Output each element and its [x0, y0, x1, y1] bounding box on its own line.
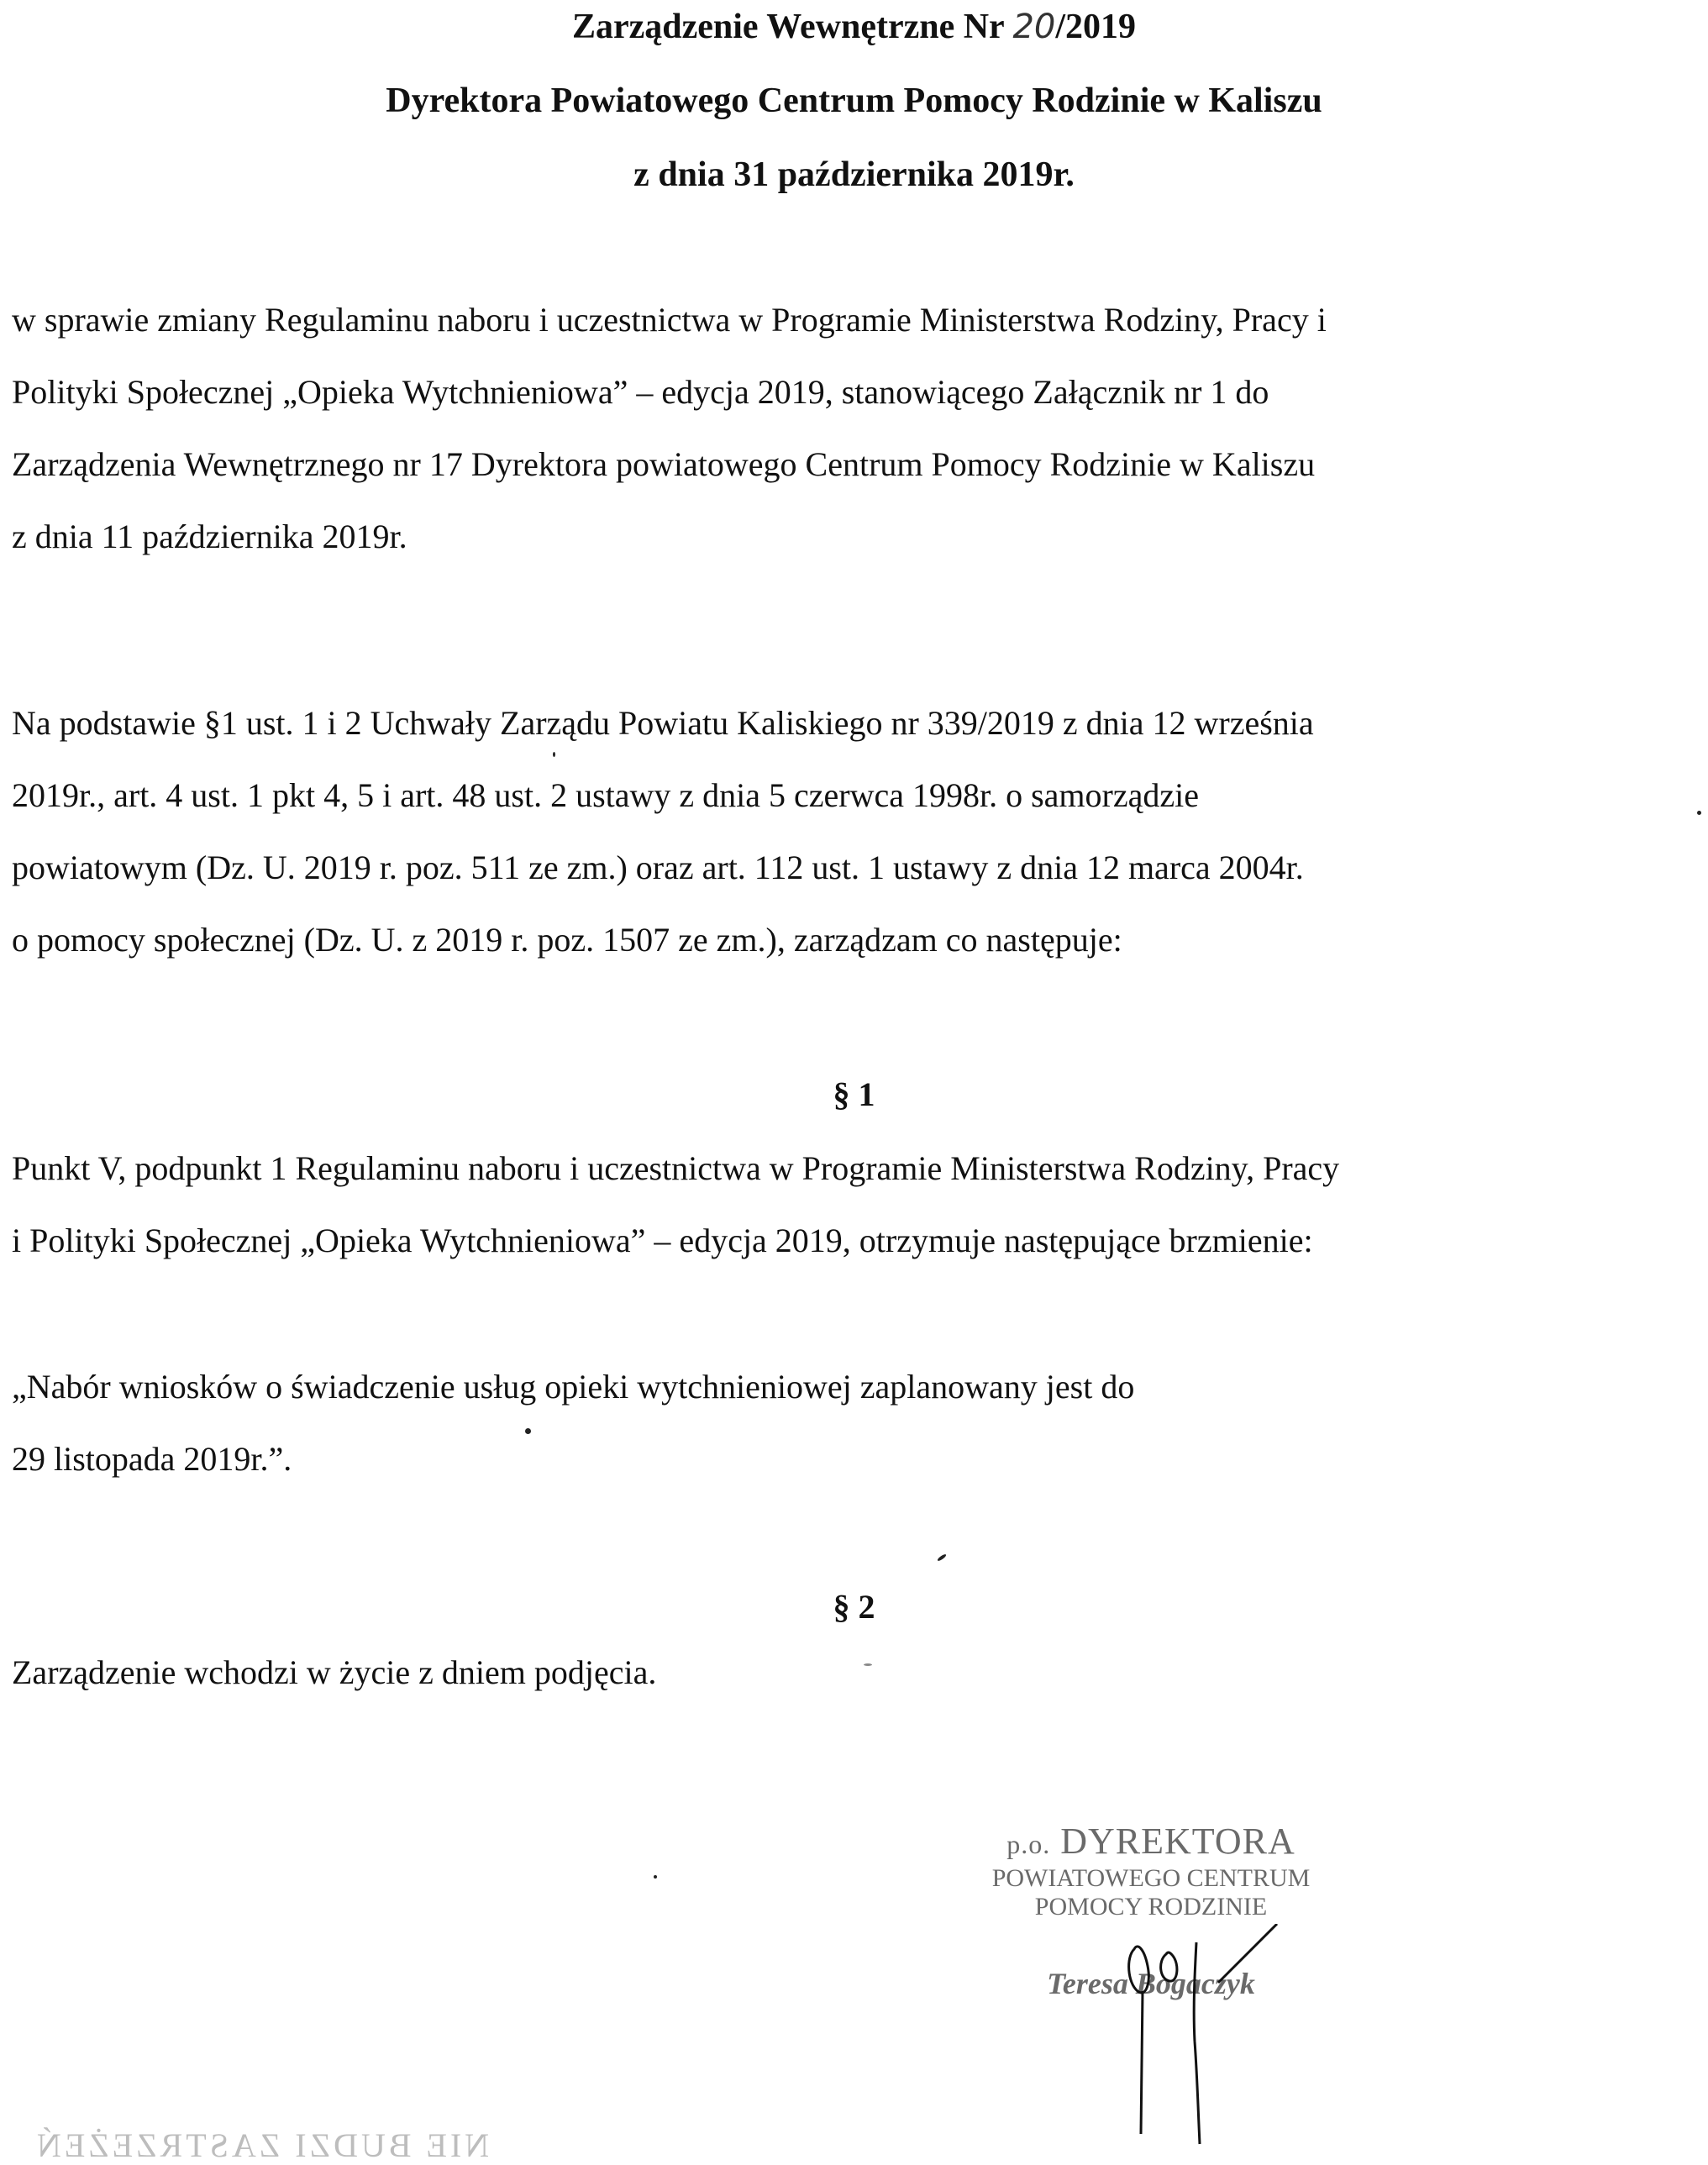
- subject-paragraph: [12, 284, 1696, 573]
- legal-basis-line: o pomocy społecznej (Dz. U. z 2019 r. poz. 1507 ze zm.), zarządzam co następuje:: [12, 921, 1122, 959]
- subject-line: w sprawie zmiany Regulaminu naboru i uczestnictwa w Programie Ministerstwa Rodziny, Pracy i: [12, 301, 1327, 339]
- title-prefix: Zarządzenie Wewnętrzne Nr: [571, 8, 1013, 46]
- quote-line: 29 listopada 2019r.”.: [12, 1440, 292, 1478]
- stamp-line-2: POWIATOWEGO CENTRUM: [991, 1864, 1311, 1892]
- stamp-title: [941, 1821, 1361, 1864]
- quote-line: „Nabór wniosków o świadczenie usług opieki wytchnieniowej zaplanowany jest do: [12, 1368, 1135, 1406]
- scan-speck: [525, 1428, 531, 1434]
- section-2-line: Zarządzenie wchodzi w życie z dniem podjęcia.: [12, 1653, 657, 1691]
- issuer-line: Dyrektora Powiatowego Centrum Pomocy Rodzinie w Kaliszu: [386, 81, 1322, 120]
- scan-speck: [864, 1663, 872, 1666]
- section-1-quote: [12, 1351, 1696, 1495]
- bleed-through-stamp: NIE BUDZI ZASTRZEŻEŃ: [34, 2126, 490, 2164]
- legal-basis-line: Na podstawie §1 ust. 1 i 2 Uchwały Zarządu Powiatu Kaliskiego nr 339/2019 z dnia 12 września: [12, 704, 1314, 742]
- scan-speck: [553, 752, 555, 757]
- section-2-paragraph: [12, 1637, 1696, 1709]
- date-line: z dnia 31 października 2019r.: [633, 155, 1075, 194]
- stamp-name: Teresa Bogaczyk: [1047, 1967, 1255, 2000]
- scan-speck: [654, 1875, 657, 1879]
- section-1-line: i Polityki Społecznej „Opieka Wytchnieniowa” – edycja 2019, otrzymuje następujące brzmienie:: [12, 1222, 1313, 1259]
- section-1-paragraph: [12, 1132, 1696, 1277]
- handwritten-number: 20: [1012, 8, 1056, 46]
- stamp-title-text: DYREKTORA: [1060, 1821, 1295, 1862]
- document-title: [0, 7, 1708, 47]
- subject-line: Zarządzenia Wewnętrznego nr 17 Dyrektora powiatowego Centrum Pomocy Rodzinie w Kaliszu: [12, 445, 1316, 483]
- title-suffix: /2019: [1055, 8, 1137, 46]
- section-1-line: Punkt V, podpunkt 1 Regulaminu naboru i uczestnictwa w Programie Ministerstwa Rodziny, Pracy: [12, 1149, 1340, 1187]
- legal-basis-paragraph: [12, 687, 1696, 976]
- stamp-po: p.o.: [1006, 1829, 1051, 1859]
- handwritten-signature-icon: [1117, 1924, 1302, 2151]
- subject-line: Polityki Społecznej „Opieka Wytchnieniowa” – edycja 2019, stanowiącego Załącznik nr 1 do: [12, 373, 1269, 411]
- section-2-mark: § 2: [833, 1588, 875, 1626]
- legal-basis-line: powiatowym (Dz. U. 2019 r. poz. 511 ze zm.) oraz art. 112 ust. 1 ustawy z dnia 12 marca 2004r.: [12, 849, 1304, 886]
- stamp-line-3: POMOCY RODZINIE: [1034, 1893, 1268, 1921]
- section-1-mark: § 1: [833, 1075, 875, 1113]
- subject-line: z dnia 11 października 2019r.: [12, 518, 407, 555]
- scan-speck: [1697, 811, 1701, 815]
- legal-basis-line: 2019r., art. 4 ust. 1 pkt 4, 5 i art. 48 ust. 2 ustawy z dnia 5 czerwca 1998r. o samorządzie: [12, 776, 1199, 814]
- scan-speck: [937, 1553, 947, 1562]
